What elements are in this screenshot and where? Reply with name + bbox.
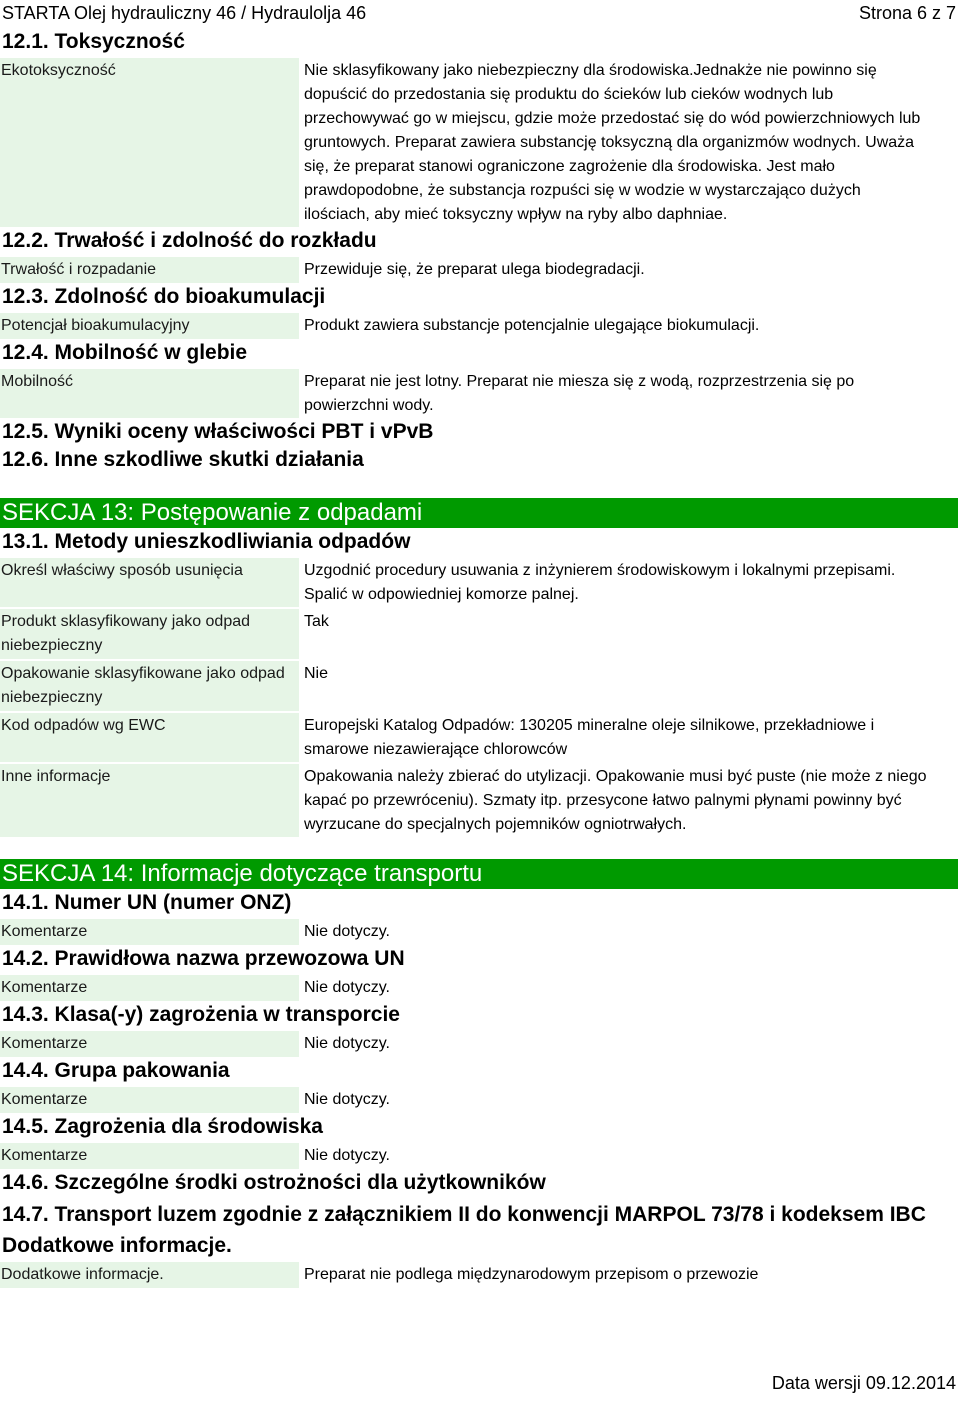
row-value: Nie xyxy=(304,665,329,682)
page-number: Strona 6 z 7 xyxy=(858,3,956,23)
row-value: Nie dotyczy. xyxy=(304,1147,390,1164)
subsection-title-12-6: 12.6. Inne szkodliwe skutki działania xyxy=(2,448,364,471)
row-value: Tak xyxy=(304,613,329,630)
info-row xyxy=(0,1087,958,1113)
row-label: Dodatkowe informacje. xyxy=(0,1262,299,1288)
row-value: Produkt zawiera substancje potencjalnie ulegające biokumulacji. xyxy=(304,317,760,334)
row-label: Mobilność xyxy=(0,369,299,418)
subsection-title-14-4: 14.4. Grupa pakowania xyxy=(2,1059,230,1082)
document-body xyxy=(0,28,958,1290)
row-label: Potencjał bioakumulacyjny xyxy=(0,313,299,339)
row-label: Inne informacje xyxy=(0,764,299,837)
info-row xyxy=(0,1031,958,1057)
page-header xyxy=(0,0,960,28)
row-value: Nie dotyczy. xyxy=(304,979,390,996)
row-label: Komentarze xyxy=(0,975,299,1001)
row-label: Komentarze xyxy=(0,1087,299,1113)
subsection-title-12-1: 12.1. Toksyczność xyxy=(2,30,185,53)
row-label: Produkt sklasyfikowany jako odpad niebezpieczny xyxy=(0,609,299,659)
subsection-title-14-3: 14.3. Klasa(-y) zagrożenia w transporcie xyxy=(2,1003,400,1026)
info-row xyxy=(0,369,958,418)
row-value: Preparat nie jest lotny. Preparat nie miesza się z wodą, rozprzestrzenia się po powierzchni wody. xyxy=(304,373,855,414)
info-row xyxy=(0,975,958,1001)
info-row xyxy=(0,1143,958,1169)
subsection-title-12-2: 12.2. Trwałość i zdolność do rozkładu xyxy=(2,229,377,252)
info-row xyxy=(0,609,958,659)
subsection-title-14-5: 14.5. Zagrożenia dla środowiska xyxy=(2,1115,323,1138)
info-row xyxy=(0,257,958,283)
row-label: Komentarze xyxy=(0,1143,299,1169)
row-label: Trwałość i rozpadanie xyxy=(0,257,299,283)
version-date: Data wersji 09.12.2014 xyxy=(771,1373,956,1393)
subsection-title-14-7: 14.7. Transport luzem zgodnie z załącznikiem II do konwencji MARPOL 73/78 i kodeksem IBC xyxy=(2,1203,926,1226)
row-label: Określ właściwy sposób usunięcia xyxy=(0,558,299,607)
row-value: Europejski Katalog Odpadów: 130205 mineralne oleje silnikowe, przekładniowe i smarowe niezawierające chlorowców xyxy=(304,717,875,758)
info-row xyxy=(0,313,958,339)
document-title: STARTA Olej hydrauliczny 46 / Hydraulolja 46 xyxy=(2,3,367,23)
info-row xyxy=(0,558,958,607)
row-value: Nie dotyczy. xyxy=(304,1035,390,1052)
subsection-title-12-4: 12.4. Mobilność w glebie xyxy=(2,341,248,364)
row-value: Opakowania należy zbierać do utylizacji. Opakowanie musi być puste (nie może z niego kapać po przewróceniu). Szmaty itp. przesycone łatwo palnymi płynami powinny być wyrzucane do specjalnych pojemników ogniotrwałych. xyxy=(304,768,927,833)
subsection-title-14-6: 14.6. Szczególne środki ostrożności dla użytkowników xyxy=(2,1171,546,1194)
info-row xyxy=(0,713,958,762)
row-label: Opakowanie sklasyfikowane jako odpad niebezpieczny xyxy=(0,661,299,711)
section-13-banner: SEKCJA 13: Postępowanie z odpadami xyxy=(0,498,958,528)
row-label: Komentarze xyxy=(0,1031,299,1057)
info-row xyxy=(0,1262,958,1288)
subsection-title-14-2: 14.2. Prawidłowa nazwa przewozowa UN xyxy=(2,947,405,970)
info-row xyxy=(0,919,958,945)
row-value: Preparat nie podlega międzynarodowym przepisom o przewozie xyxy=(304,1266,759,1283)
subsection-title-12-3: 12.3. Zdolność do bioakumulacji xyxy=(2,285,326,308)
row-value: Nie dotyczy. xyxy=(304,1091,390,1108)
row-value: Przewiduje się, że preparat ulega biodegradacji. xyxy=(304,261,645,278)
row-label: Ekotoksyczność xyxy=(0,58,299,227)
row-value: Nie dotyczy. xyxy=(304,923,390,940)
info-row xyxy=(0,764,958,837)
section-13-rows xyxy=(0,558,958,837)
subsection-title-12-5: 12.5. Wyniki oceny właściwości PBT i vPvB xyxy=(2,420,434,443)
row-label: Komentarze xyxy=(0,919,299,945)
row-label: Kod odpadów wg EWC xyxy=(0,713,299,762)
additional-info-title: Dodatkowe informacje. xyxy=(2,1234,232,1257)
subsection-title-13-1: 13.1. Metody unieszkodliwiania odpadów xyxy=(2,530,411,553)
info-row xyxy=(0,58,958,227)
row-value: Uzgodnić procedury usuwania z inżynierem środowiskowym i lokalnymi przepisami. Spalić w odpowiedniej komorze palnej. xyxy=(304,562,896,603)
subsection-title-14-1: 14.1. Numer UN (numer ONZ) xyxy=(2,891,292,914)
row-value: Nie sklasyfikowany jako niebezpieczny dla środowiska.Jednakże nie powinno się dopuścić do przedostania się produktu do ścieków lub cieków wodnych lub przechowywać go w miejscu, gdzie może przedostać się do wód powierzchniowych lub gruntowych. Preparat zawiera substancję toksyczną dla organizmów wodnych. Uważa się, że preparat stanowi ograniczone zagrożenie dla środowiska. Jest mało prawdopodobne, że substancja rozpuści się w wodzie w wystarczająco dużych ilościach, aby mieć toksyczny wpływ na ryby albo daphniae. xyxy=(304,62,921,223)
info-row xyxy=(0,661,958,711)
section-14-banner: SEKCJA 14: Informacje dotyczące transportu xyxy=(0,859,958,889)
